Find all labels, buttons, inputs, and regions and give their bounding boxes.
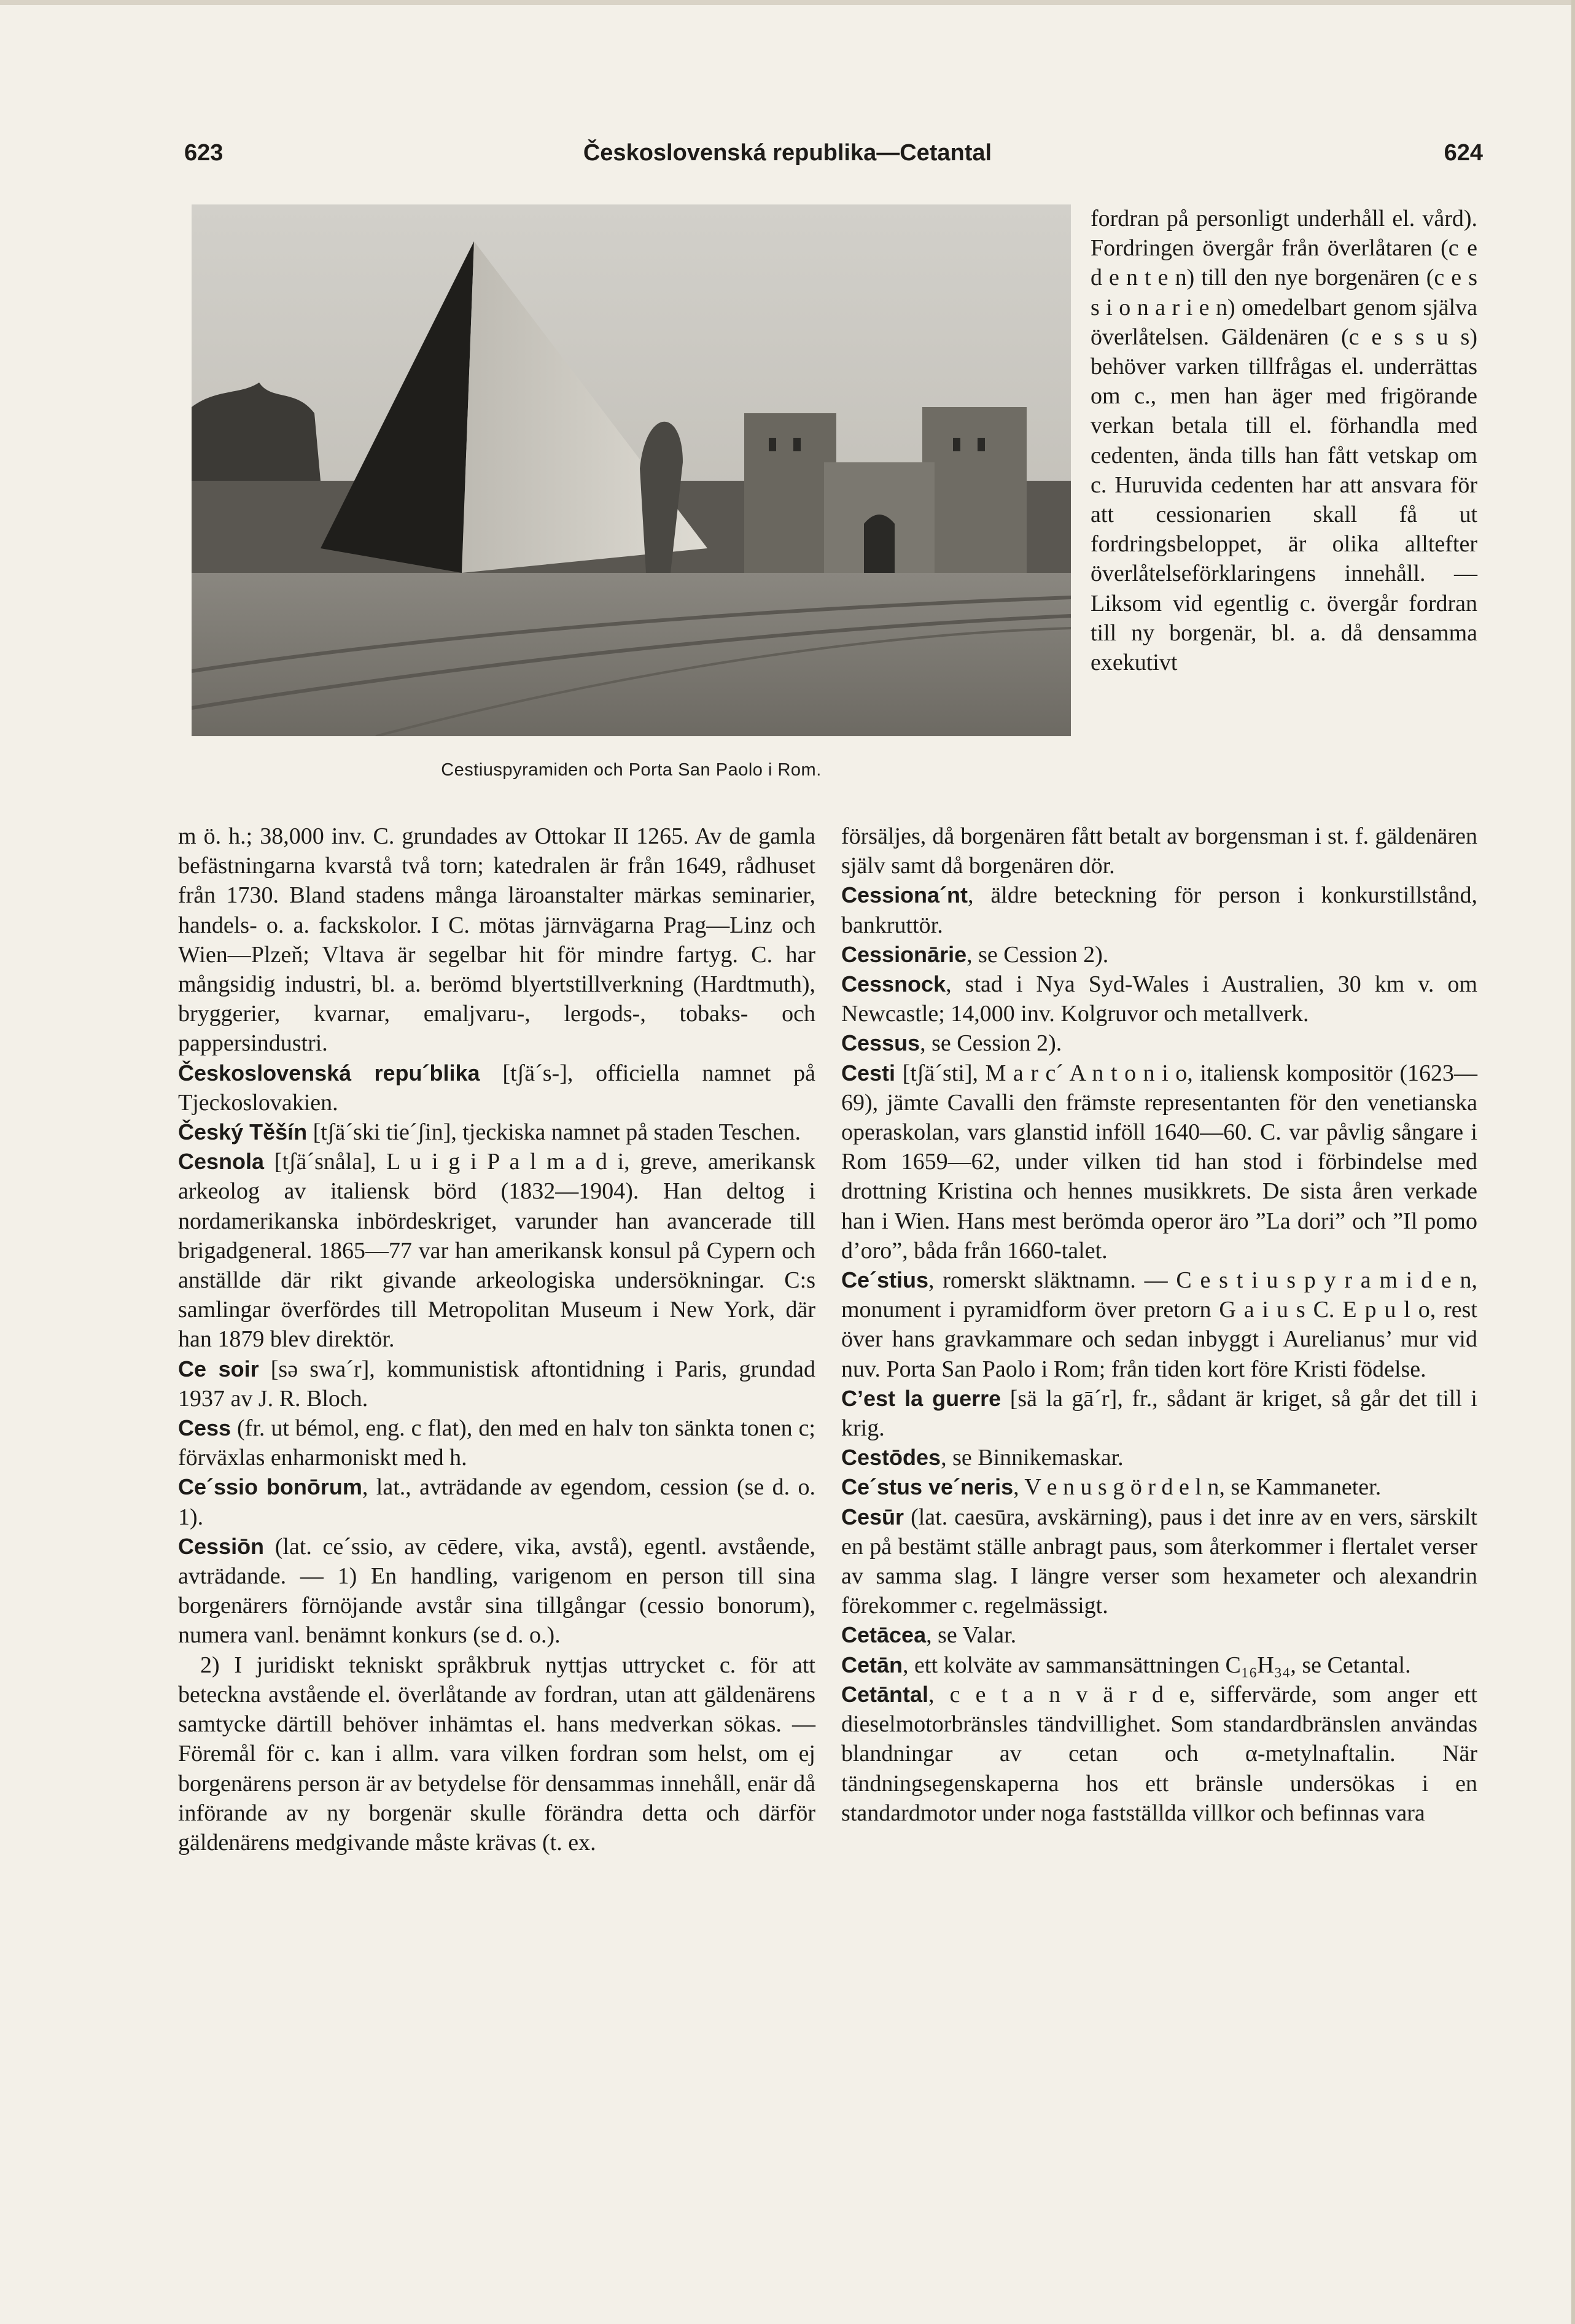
entry-text: , V e n u s g ö r d e l n, se Kammaneter. (1013, 1474, 1382, 1501)
entry-continuation (841, 822, 1477, 880)
entry-headword: Československá repu´blika (178, 1060, 480, 1086)
entry-headword: Cessus (841, 1030, 920, 1056)
entry-text: [tʃä´s-], officiella namnet på Tjeckoslovakien. (178, 1060, 815, 1116)
running-header (92, 140, 1483, 177)
entry-headword: Cestōdes (841, 1445, 941, 1471)
entry-continuation (178, 822, 815, 1059)
entry-text: , lat., avträdande av egendom, cession (se d. o. 1). (178, 1474, 815, 1530)
entry-text: [sə swa´r], kommunistisk aftontidning i Paris, grundad 1937 av J. R. Bloch. (178, 1356, 815, 1412)
entry-text: (lat. ce´ssio, av cēdere, vika, avstå), egentl. avstående, avträdande. — 1) En handling, varigenom en person till sina borgenärers förnöjande avstår sina tillgångar (cessio bonorum), numera vanl. benämnt konkurs (se d. o.). (178, 1533, 815, 1649)
entry (178, 1117, 815, 1147)
entry-headword: Cesnola (178, 1149, 265, 1175)
entry-headword: Cetācea (841, 1622, 927, 1648)
entry-headword: Český Těšín (178, 1119, 308, 1145)
entry-text: (lat. caesūra, avskärning), paus i det inre av en vers, särskilt en på bestämt ställe anbragt paus, som återkommer i flertalet verser av samma slag. I längre verser som hexameter och alexandrin förekommer c. regelmässigt. (841, 1504, 1477, 1619)
entry-text: 2) I juridiskt tekniskt språkbruk nyttjas uttrycket c. för att beteckna avstående el. överlåtande av fordran, utan att gäldenärens samtycke därtill behöver inhämtas el. hans medverkan sökas. — Föremål för c. kan i allm. vara vilken fordran som helst, om ej borgenärens person är av betydelse för densammas innehåll, enär då införande av ny borgenär skulle förändra detta och därför gäldenärens medgivande måste krävas (t. ex. (178, 1652, 815, 1856)
entry-headword: Cetān (841, 1652, 903, 1677)
entry-text: [tʃä´snåla], L u i g i P a l m a d i, greve, amerikansk arkeolog av italiensk börd (1832—1904). Han deltog i nordamerikanska inbördeskriget, varunder han avancerade till brigadgeneral. 1865—77 var han amerikansk konsul på Cypern och anställde där rikt givande arkeologiska undersökningar. C:s samlingar överfördes till Metropolitan Museum i New York, där han 1879 blev direktör. (178, 1149, 815, 1353)
entry (178, 1413, 815, 1472)
entry-headword: Ce´stus ve´neris (841, 1474, 1014, 1500)
entry-text: , stad i Nya Syd-Wales i Australien, 30 km v. om Newcastle; 14,000 inv. Kolgruvor och metallverk. (841, 971, 1477, 1027)
entry (841, 1650, 1477, 1680)
entry-headword: Cessnock (841, 971, 946, 997)
entry (841, 1384, 1477, 1443)
entry (841, 970, 1477, 1028)
entry (841, 1472, 1477, 1502)
entry-headword: Cessionārie (841, 941, 967, 967)
entry (178, 1472, 815, 1531)
entry (841, 1443, 1477, 1472)
left-column (178, 822, 815, 1857)
entry-text: , c e t a n v ä r d e, siffervärde, som anger ett dieselmotorbränsles tändvillighet. Som standardbränslen användas blandningar av cetan och α-metylnaftalin. När tändningsegenskaperna hos ett bränsle undersökas i en standardmotor under noga fastställda villkor och befinnas vara (841, 1681, 1477, 1826)
entry-text: (fr. ut bémol, eng. c flat), den med en halv ton sänkta tonen c; förväxlas enharmoniskt med h. (178, 1415, 815, 1471)
running-title: Československá republika—Cetantal (583, 140, 992, 166)
entry-subparagraph (178, 1650, 815, 1857)
entry (841, 880, 1477, 939)
page-number-left: 623 (184, 140, 224, 166)
entry (841, 940, 1477, 970)
entry-text: försäljes, då borgenären fått betalt av borgensman i st. f. gäldenären själv samt då borgenären dör. (841, 823, 1477, 879)
entry-headword: Cessiōn (178, 1533, 265, 1559)
page-edge (0, 0, 1575, 5)
right-column-upper (1091, 204, 1477, 677)
entry (841, 1502, 1477, 1621)
entry-headword: Cesūr (841, 1504, 904, 1529)
entry (841, 1059, 1477, 1265)
entry-headword: Cesti (841, 1060, 896, 1086)
entry-text: , romerskt släktnamn. — C e s t i u s p y r a m i d e n, monument i pyramidform över pretorn G a i u s C. E p u l o, rest över hans gravkammare och sedan inbyggt i Aurelianus’ mur vid nuv. Porta San Paolo i Rom; från tiden kort före Kristi födelse. (841, 1267, 1477, 1382)
entry-text: , se Binnikemaskar. (941, 1445, 1124, 1471)
entry-text: , se Cession 2). (920, 1030, 1062, 1057)
entry-text: , äldre beteckning för person i konkurstillstånd, bankruttör. (841, 882, 1477, 938)
entry (178, 1059, 815, 1117)
page-edge-right (1571, 0, 1575, 2324)
entry (178, 1532, 815, 1650)
right-column (841, 822, 1477, 1828)
entry-headword: Ce soir (178, 1356, 259, 1382)
entry (178, 1147, 815, 1354)
entry (841, 1680, 1477, 1828)
entry (178, 1354, 815, 1413)
entry-text: , se Valar. (926, 1622, 1017, 1649)
entry-headword: Cetāntal (841, 1681, 929, 1707)
figure-caption: Cestiuspyramiden och Porta San Paolo i Rom. (441, 760, 822, 780)
photograph-pyramid (192, 204, 1071, 736)
entry-headword: C’est la guerre (841, 1385, 1001, 1411)
entry-text: [tʃä´ski tie´ʃin], tjeckiska namnet på staden Teschen. (307, 1119, 801, 1146)
entry-text: [tʃä´sti], M a r c´ A n t o n i o, italiensk kompositör (1623—69), jämte Cavalli den främste representanten för den venetianska operaskolan, vars glanstid inföll 1640—60. C. var påvlig sångare i Rom 1659—62, under vilken tid han stod i förbindelse med drottning Kristina och hennes musikkrets. De sista åren verkade han i Wien. Hans mest berömda operor äro ”La dori” och ”Il pomo d’oro”, båda från 1660-talet. (841, 1060, 1477, 1264)
entry-text: [sä la gā´r], fr., sådant är kriget, så går det till i krig. (841, 1385, 1477, 1442)
entry (841, 1028, 1477, 1058)
entry-text: m ö. h.; 38,000 inv. C. grundades av Ottokar II 1265. Av de gamla befästningarna kvarstå två torn; katedralen är från 1649, rådhuset från 1730. Bland stadens många läroanstalter märkas seminarier, handels- o. a. fackskolor. I C. mötas järnvägarna Prag—Linz och Wien—Plzeň; Vltava är segelbar hit för mindre fartyg. C. har mångsidig industri, bl. a. berömd blyertstillverkning (Hardtmuth), bryggerier, kvarnar, emaljvaru-, lergods-, tobaks- och pappersindustri. (178, 823, 815, 1057)
entry-text: , se Cession 2). (966, 941, 1109, 968)
paragraph: fordran på personligt underhåll el. vård). Fordringen övergår från överlåtaren (c e d e n t e n) till den nye borgenären (c e s s i o n a r i e n) omedelbart genom själva överlåtelsen. Gäldenären (c e s s u s) behöver varken tillfrågas el. underrättas om c., men han äger med frigörande verkan betala till el. förhandla med cedenten, ända tills han fått vetskap om c. Huruvida cedenten har att ansvara för att cessionarien skall få ut fordringsbeloppet, är olika alltefter överlåtelseförklaringens innehåll. — Liksom vid egentlig c. övergår fordran till ny borgenär, bl. a. då densamma exekutivt (1091, 206, 1477, 676)
entry (841, 1620, 1477, 1650)
page-number-right: 624 (1444, 140, 1483, 166)
entry-headword: Cess (178, 1415, 231, 1441)
entry (841, 1265, 1477, 1384)
entry-text: , ett kolväte av sammansättningen C₁₆H₃₄, se Cetantal. (903, 1652, 1411, 1678)
photo-illustration (192, 204, 1071, 736)
entry-headword: Cessiona´nt (841, 882, 968, 908)
entry-headword: Ce´ssio bonōrum (178, 1474, 362, 1500)
entry-headword: Ce´stius (841, 1267, 929, 1293)
